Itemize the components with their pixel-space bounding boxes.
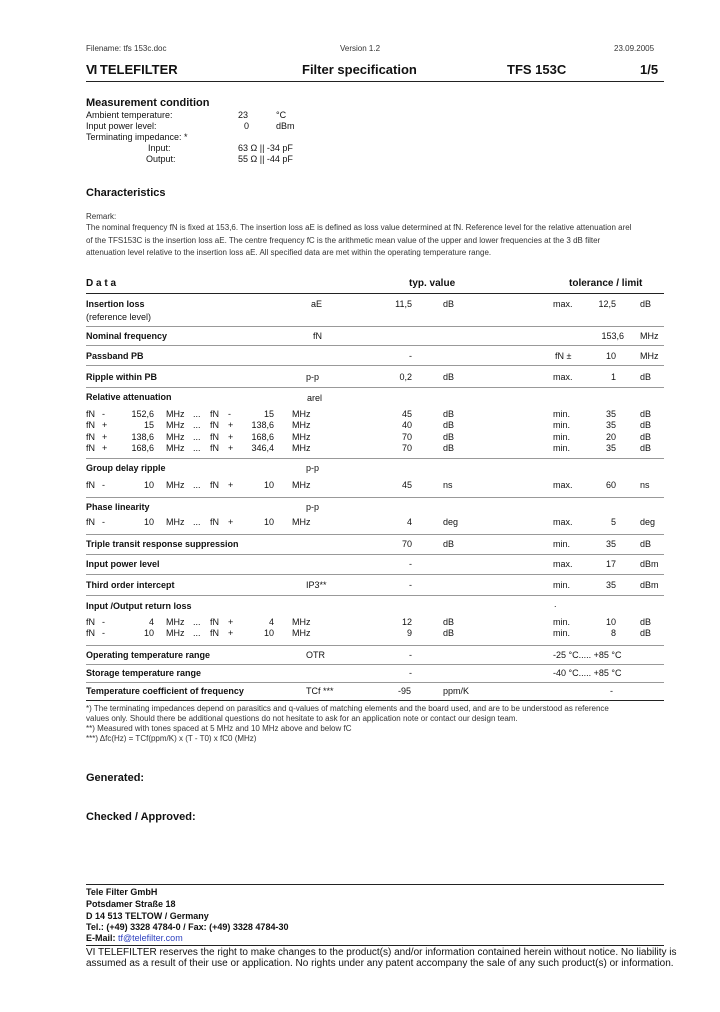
cell-typ: 45 xyxy=(401,480,412,490)
ambient-label: Ambient temperature: xyxy=(86,110,173,120)
cell-f2: fN xyxy=(210,443,219,453)
cell-v1: 152,6 xyxy=(131,409,154,419)
cell-v2: 168,6 xyxy=(251,432,274,442)
email-link[interactable]: tf@telefilter.com xyxy=(118,933,183,943)
ambient-value: 23 xyxy=(238,110,249,120)
cell-f2: fN xyxy=(210,517,219,527)
cell-tol-u: dB xyxy=(640,409,652,419)
col-typ-header: typ. value xyxy=(409,278,456,289)
cell-op2: + xyxy=(228,432,234,442)
cell-op1: + xyxy=(102,443,108,453)
cell-typ: 12 xyxy=(401,617,412,627)
cell-dots: ... xyxy=(193,628,201,638)
cell-tol-q: min. xyxy=(553,443,571,453)
impedance-label: Terminating impedance: * xyxy=(86,132,188,142)
row-divider xyxy=(86,387,664,388)
generated-label: Generated: xyxy=(86,772,145,784)
row-divider xyxy=(86,595,664,596)
cell-f1: fN xyxy=(86,617,95,627)
cell-f1: fN xyxy=(86,628,95,638)
filename: Filename: tfs 153c.doc xyxy=(86,44,167,53)
cell-typ-unit: dB xyxy=(443,443,455,453)
cell-tol-v: 35 xyxy=(605,409,616,419)
cell-tol-u: dB xyxy=(640,432,652,442)
footer-divider xyxy=(86,884,664,885)
cell-typ-unit: dB xyxy=(443,617,455,627)
footnote-1b: values only. Should there be additional questions do not hesitate to ask for an application note or contact our design team. xyxy=(86,714,518,723)
cell-tol-u: dB xyxy=(640,420,652,430)
cell-v2: 15 xyxy=(263,409,274,419)
footer-phone: Tel.: (+49) 3328 4784-0 / Fax: (+49) 3328 4784-30 xyxy=(86,922,289,932)
row-divider xyxy=(86,554,664,555)
table-bottom-divider xyxy=(86,700,664,701)
cell-op2: + xyxy=(228,517,234,527)
cell-dots: ... xyxy=(193,409,201,419)
table-header-divider xyxy=(86,293,664,294)
cell-op1: - xyxy=(102,517,105,527)
cell-op1: - xyxy=(102,409,105,419)
checked-label: Checked / Approved: xyxy=(86,811,196,823)
cell-tol-u: ns xyxy=(640,480,650,490)
cell-f2: fN xyxy=(210,409,219,419)
cell-tol-q: min. xyxy=(553,420,571,430)
footnote-2: **) Measured with tones spaced at 5 MHz and 10 MHz above and below fC xyxy=(86,724,352,733)
cell-f1: fN xyxy=(86,517,95,527)
cell-u1: MHz xyxy=(166,480,185,490)
cell-op2: + xyxy=(228,420,234,430)
cell-typ-unit: dB xyxy=(443,420,455,430)
cell-tol-v: 10 xyxy=(605,617,616,627)
cell-op1: + xyxy=(102,432,108,442)
cell-dots: ... xyxy=(193,617,201,627)
cell-op2: + xyxy=(228,480,234,490)
cell-f1: fN xyxy=(86,432,95,442)
cell-tol-v: 20 xyxy=(605,432,616,442)
footnote-3: ***) Δfc(Hz) = TCf(ppm/K) x (T - T0) x fC0 (MHz) xyxy=(86,734,257,743)
footnote-1a: *) The terminating impedances depend on parasitics and q-values of matching elements and the board used, and are to be understood as reference xyxy=(86,704,609,713)
group-delay-title: Group delay ripple xyxy=(86,463,166,473)
cell-typ: 40 xyxy=(401,420,412,430)
cell-v2: 4 xyxy=(268,617,274,627)
cell-u1: MHz xyxy=(166,432,185,442)
row-divider xyxy=(86,458,664,459)
cell-u1: MHz xyxy=(166,617,185,627)
cell-typ: 9 xyxy=(406,628,412,638)
cell-typ-unit: ns xyxy=(443,480,453,490)
row-divider xyxy=(86,497,664,498)
cell-u1: MHz xyxy=(166,409,185,419)
cell-typ: 45 xyxy=(401,409,412,419)
page-number: 1/5 xyxy=(640,62,659,77)
footer-company: Tele Filter GmbH xyxy=(86,887,158,897)
cell-typ: 70 xyxy=(401,432,412,442)
cell-f1: fN xyxy=(86,420,95,430)
power-unit: dBm xyxy=(276,121,295,131)
cell-tol-q: max. xyxy=(553,517,573,527)
row-divider xyxy=(86,574,664,575)
cell-op1: - xyxy=(102,480,105,490)
power-label: Input power level: xyxy=(86,121,157,131)
cell-tol-v: 35 xyxy=(605,443,616,453)
footer-divider-2 xyxy=(86,945,664,946)
cell-f2: fN xyxy=(210,432,219,442)
cell-tol-q: min. xyxy=(553,432,571,442)
cell-dots: ... xyxy=(193,517,201,527)
cell-u2: MHz xyxy=(292,432,311,442)
cell-tol-q: min. xyxy=(553,409,571,419)
cell-u2: MHz xyxy=(292,617,311,627)
cell-v1: 168,6 xyxy=(131,443,154,453)
phase-title: Phase linearity xyxy=(86,502,150,512)
cell-tol-v: 60 xyxy=(605,480,616,490)
cell-f2: fN xyxy=(210,617,219,627)
output-value: 55 Ω || -44 pF xyxy=(238,154,293,164)
footer-email-row: E-Mail: tf@telefilter.com xyxy=(86,933,183,943)
remark-line-3: attenuation level relative to the insertion loss aE. All specified data are met within the operating temperature range. xyxy=(86,248,492,257)
cell-tol-q: min. xyxy=(553,617,571,627)
ambient-unit: °C xyxy=(276,110,287,120)
cell-f2: fN xyxy=(210,628,219,638)
cell-tol-u: dB xyxy=(640,628,652,638)
cell-v1: 10 xyxy=(143,480,154,490)
cell-tol-v: 5 xyxy=(610,517,616,527)
cell-v1: 4 xyxy=(148,617,154,627)
cell-tol-u: dB xyxy=(640,617,652,627)
row-divider xyxy=(86,534,664,535)
cell-tol-v: 8 xyxy=(610,628,616,638)
cell-typ-unit: dB xyxy=(443,628,455,638)
row-divider xyxy=(86,326,664,327)
cell-v2: 10 xyxy=(263,628,274,638)
cell-v2: 10 xyxy=(263,517,274,527)
cell-typ-unit: dB xyxy=(443,432,455,442)
row-divider xyxy=(86,345,664,346)
row-divider xyxy=(86,645,664,646)
row-divider xyxy=(86,365,664,366)
cell-op2: + xyxy=(228,443,234,453)
cell-op2: - xyxy=(228,409,231,419)
col-data-header: D a t a xyxy=(86,278,117,289)
disclaimer-line-1: VI TELEFILTER reserves the right to make changes to the product(s) and/or information contained herein without notice. No liability is xyxy=(86,947,677,958)
company-name: VI TELEFILTER xyxy=(86,62,178,77)
doc-title: Filter specification xyxy=(302,62,417,77)
characteristics-title: Characteristics xyxy=(86,187,166,199)
rel-att-symbol: arel xyxy=(307,393,323,403)
group-delay-symbol: p-p xyxy=(306,463,320,473)
cell-tol-v: 35 xyxy=(605,420,616,430)
cell-v1: 10 xyxy=(143,628,154,638)
cell-u2: MHz xyxy=(292,409,311,419)
output-label: Output: xyxy=(146,154,176,164)
cell-v1: 10 xyxy=(143,517,154,527)
row-divider xyxy=(86,682,664,683)
cell-tol-u: dB xyxy=(640,443,652,453)
cell-f1: fN xyxy=(86,443,95,453)
cell-u1: MHz xyxy=(166,628,185,638)
cell-v1: 15 xyxy=(143,420,154,430)
cell-u1: MHz xyxy=(166,517,185,527)
cell-tol-q: min. xyxy=(553,628,571,638)
input-label: Input: xyxy=(148,143,171,153)
disclaimer-line-2: assumed as a result of their use or application. No rights under any patent accompany the sale of any such product(s) or information. xyxy=(86,958,674,969)
phase-symbol: p-p xyxy=(306,502,320,512)
cell-v2: 138,6 xyxy=(251,420,274,430)
cell-typ: 70 xyxy=(401,443,412,453)
input-value: 63 Ω || -34 pF xyxy=(238,143,293,153)
cell-tol-q: max. xyxy=(553,480,573,490)
cell-f1: fN xyxy=(86,480,95,490)
cell-u2: MHz xyxy=(292,628,311,638)
return-loss-title: Input /Output return loss xyxy=(86,601,192,611)
footer-city: D 14 513 TELTOW / Germany xyxy=(86,911,209,921)
footer-street: Potsdamer Straße 18 xyxy=(86,899,176,909)
cell-op1: + xyxy=(102,420,108,430)
cell-v2: 10 xyxy=(263,480,274,490)
cell-op1: - xyxy=(102,628,105,638)
row-divider xyxy=(86,664,664,665)
remark-line-2: of the TFS153C is the insertion loss aE. The centre frequency fC is the arithmetic mean value of the upper and lower frequencies at the 3 dB filter xyxy=(86,236,601,245)
cell-dots: ... xyxy=(193,432,201,442)
cell-v1: 138,6 xyxy=(131,432,154,442)
date: 23.09.2005 xyxy=(614,44,655,53)
cell-op2: + xyxy=(228,617,234,627)
remark-label: Remark: xyxy=(86,212,117,221)
cell-typ: 4 xyxy=(406,517,412,527)
cell-f2: fN xyxy=(210,420,219,430)
remark-line-1: The nominal frequency fN is fixed at 153,6. The insertion loss aE is defined as loss value determined at fN. Reference level for the relative attenuation arel xyxy=(86,223,632,232)
return-loss-mark: . xyxy=(554,599,557,609)
cell-op1: - xyxy=(102,617,105,627)
cell-u2: MHz xyxy=(292,443,311,453)
rel-att-title: Relative attenuation xyxy=(86,392,172,402)
cell-u1: MHz xyxy=(166,420,185,430)
cell-dots: ... xyxy=(193,420,201,430)
cell-dots: ... xyxy=(193,443,201,453)
cell-u1: MHz xyxy=(166,443,185,453)
cell-v2: 346,4 xyxy=(251,443,274,453)
company-logo: VI xyxy=(86,62,97,77)
cell-op2: + xyxy=(228,628,234,638)
cell-f1: fN xyxy=(86,409,95,419)
cell-u2: MHz xyxy=(292,517,311,527)
header-divider xyxy=(86,81,664,82)
cell-tol-u: deg xyxy=(640,517,656,527)
measurement-title: Measurement condition xyxy=(86,97,210,109)
cell-f2: fN xyxy=(210,480,219,490)
cell-typ-unit: dB xyxy=(443,409,455,419)
part-number: TFS 153C xyxy=(507,62,567,77)
col-tol-header: tolerance / limit xyxy=(569,278,643,289)
cell-typ-unit: deg xyxy=(443,517,459,527)
cell-dots: ... xyxy=(193,480,201,490)
cell-u2: MHz xyxy=(292,420,311,430)
cell-u2: MHz xyxy=(292,480,311,490)
power-value: 0 xyxy=(244,121,250,131)
version: Version 1.2 xyxy=(340,44,381,53)
